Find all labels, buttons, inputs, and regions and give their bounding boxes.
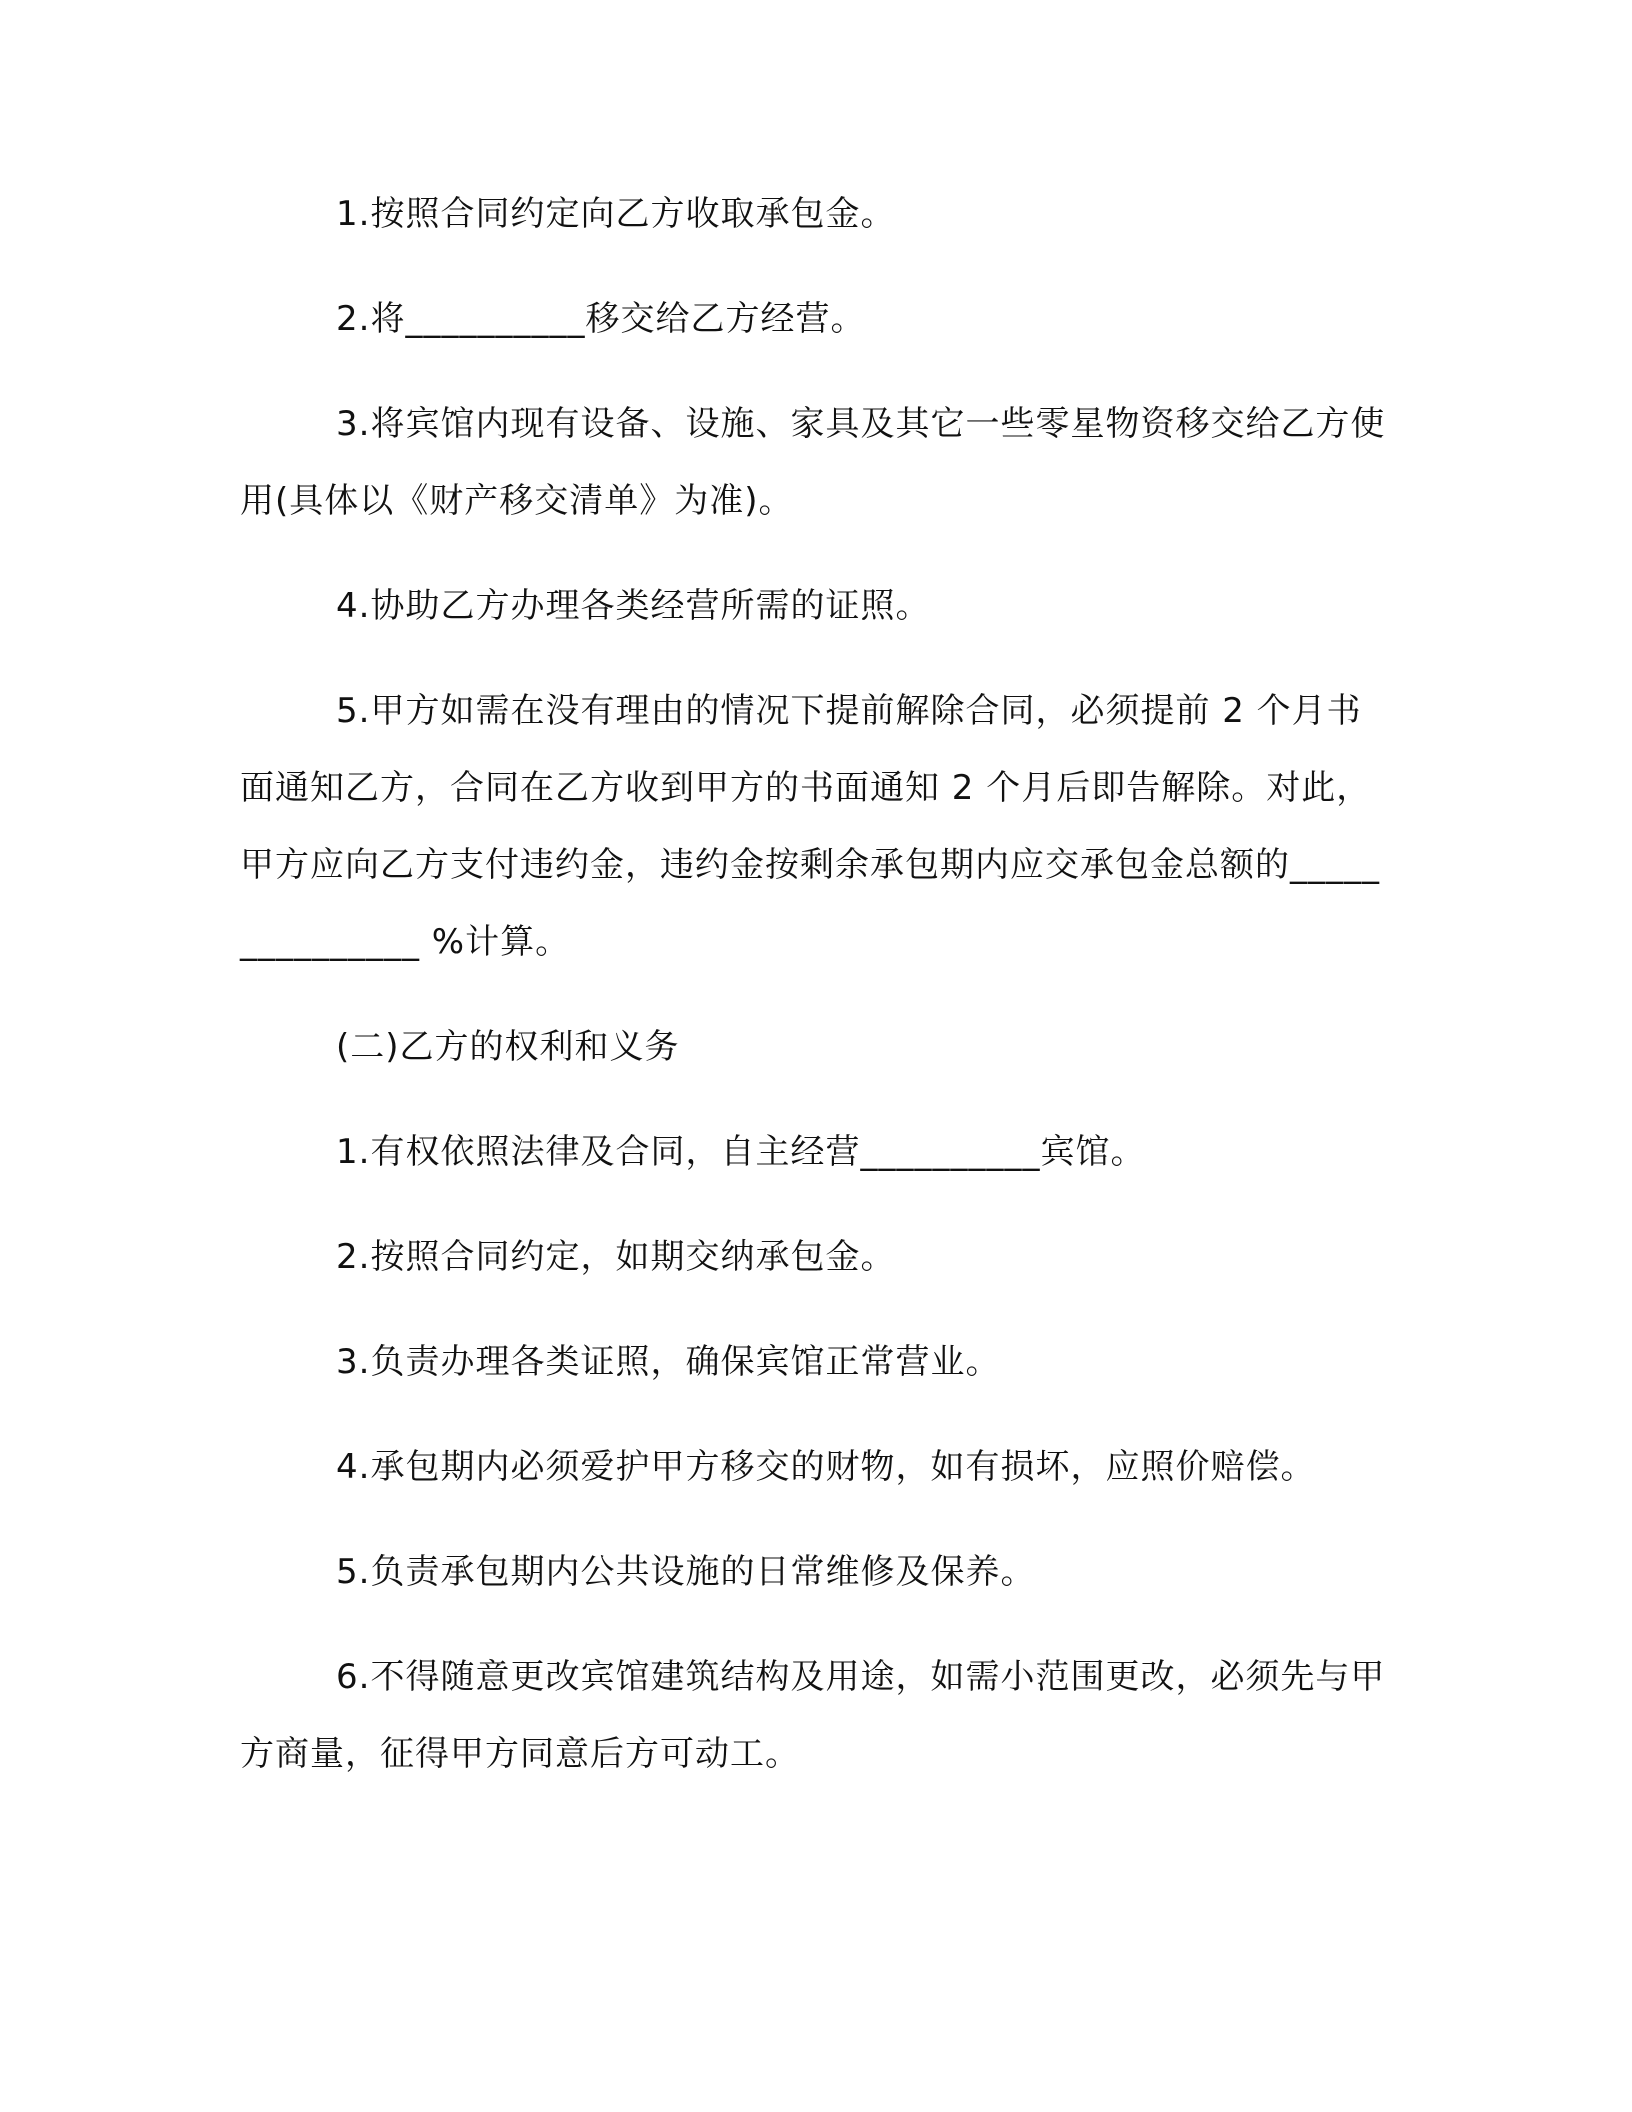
paragraph-b-6: 6.不得随意更改宾馆建筑结构及用途，如需小范围更改，必须先与甲方商量，征得甲方同意后方可动工。 bbox=[240, 1657, 1386, 1774]
paragraph-a-4: 4.协助乙方办理各类经营所需的证照。 bbox=[336, 586, 931, 626]
paragraph-a-3: 3.将宾馆内现有设备、设施、家具及其它一些零星物资移交给乙方使用(具体以《财产移交清单》为准)。 bbox=[240, 404, 1386, 521]
paragraph-b-4: 4.承包期内必须爱护甲方移交的财物，如有损坏，应照价赔偿。 bbox=[336, 1447, 1316, 1487]
paragraph-b-5: 5.负责承包期内公共设施的日常维修及保养。 bbox=[336, 1552, 1036, 1592]
document-body bbox=[240, 176, 1390, 1793]
paragraph-a-2: 2.将__________移交给乙方经营。 bbox=[336, 299, 866, 339]
paragraph-a-1: 1.按照合同约定向乙方收取承包金。 bbox=[336, 194, 896, 234]
paragraph-b-3: 3.负责办理各类证照，确保宾馆正常营业。 bbox=[336, 1342, 1001, 1382]
section-heading-party-b: (二)乙方的权利和义务 bbox=[336, 1027, 680, 1067]
paragraph-b-2: 2.按照合同约定，如期交纳承包金。 bbox=[336, 1237, 896, 1277]
paragraph-b-1: 1.有权依照法律及合同，自主经营__________宾馆。 bbox=[336, 1132, 1146, 1172]
paragraph-a-5: 5.甲方如需在没有理由的情况下提前解除合同，必须提前 2 个月书面通知乙方，合同在乙方收到甲方的书面通知 2 个月后即告解除。对此，甲方应向乙方支付违约金，违约金按剩余承包期内应交承包金总额的_______________ %计算。 bbox=[240, 691, 1380, 962]
